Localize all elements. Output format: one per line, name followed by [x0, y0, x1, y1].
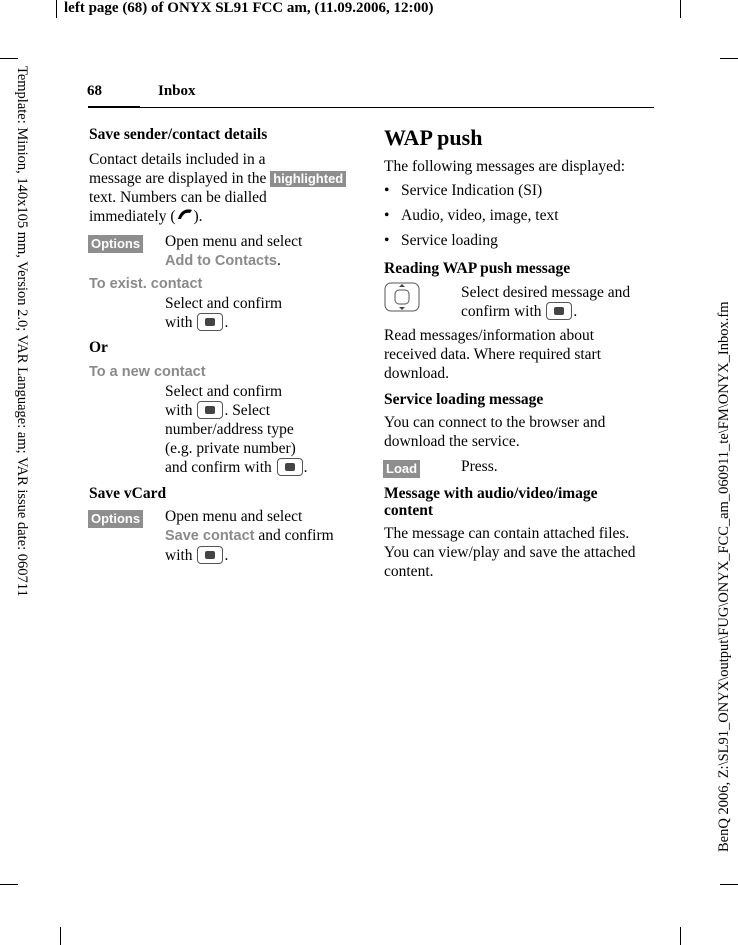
softkey-label: Options	[88, 235, 143, 253]
para-line	[165, 546, 355, 565]
to-new-instruction	[165, 382, 355, 477]
para-line	[165, 526, 355, 546]
wap-push-intro: The following messages are displayed:	[384, 158, 626, 175]
or-label: Or	[89, 339, 108, 356]
para-line: download the service.	[384, 433, 520, 450]
crop-mark	[680, 927, 681, 945]
running-header: left page (68) of ONYX SL91 FCC am, (11.09.2006, 12:00)	[64, 0, 434, 16]
para-line: text. Numbers can be dialled	[89, 189, 267, 206]
para-line	[165, 401, 355, 420]
side-text-right: BenQ 2006, Z:\SL91_ONYX\output\FUG\ONYX_FCC_am_060911_te\FM\ONYX_Inbox.fm	[716, 301, 732, 852]
options-softkey[interactable]	[88, 235, 143, 253]
reading-heading: Reading WAP push message	[384, 260, 571, 277]
navigation-key-icon	[384, 282, 420, 312]
save-sender-para	[89, 150, 359, 226]
heading-line: Message with audio/video/image	[384, 485, 598, 502]
para-line: received data. Where required start	[384, 346, 602, 363]
para-text: .	[303, 459, 308, 476]
menu-item-save-contact[interactable]: Save contact	[165, 528, 255, 544]
page-title: Inbox	[158, 83, 196, 99]
list-item: • Audio, video, image, text	[384, 207, 644, 232]
header-rule-thick	[88, 106, 140, 108]
reading-instruction	[461, 283, 651, 321]
media-message-para	[384, 524, 664, 581]
para-text: . Select	[224, 402, 271, 419]
service-loading-para	[384, 413, 654, 451]
para-line: Select and confirm	[165, 295, 283, 312]
press-instruction: Press.	[461, 458, 498, 475]
heading-line: content	[384, 502, 434, 519]
highlighted-label: highlighted	[270, 171, 346, 187]
center-key-icon	[197, 313, 223, 331]
load-softkey[interactable]	[383, 460, 420, 478]
options-softkey[interactable]	[88, 510, 143, 528]
para-line: (e.g. private number)	[165, 440, 296, 457]
message-type-list	[384, 182, 644, 257]
para-line: Open menu and select	[165, 508, 303, 525]
list-item: • Service Indication (SI)	[384, 182, 644, 207]
softkey-label: Load	[383, 460, 420, 478]
crop-mark	[720, 58, 738, 59]
para-line: Contact details included in a	[89, 151, 266, 168]
save-vcard-instruction	[165, 507, 355, 565]
center-key-icon	[197, 401, 223, 419]
para-text: confirm with	[461, 303, 542, 320]
para-line: number/address type	[165, 421, 294, 438]
para-line: content.	[384, 563, 434, 580]
para-line	[165, 313, 355, 332]
crop-mark	[0, 58, 18, 59]
header-rule-thin	[140, 107, 654, 108]
softkey-label: Options	[88, 510, 143, 528]
crop-mark	[0, 884, 18, 885]
read-info-para	[384, 326, 654, 383]
list-item: • Service loading	[384, 232, 644, 257]
para-text: with	[165, 314, 193, 331]
para-line: You can view/play and save the attached	[384, 544, 636, 561]
menu-item-to-exist-contact[interactable]: To exist. contact	[89, 276, 203, 292]
para-line: The message can contain attached files.	[384, 525, 630, 542]
para-text: .	[224, 314, 229, 331]
para-text: .	[224, 547, 229, 564]
para-line: Read messages/information about	[384, 327, 595, 344]
para-line: Open menu and select	[165, 233, 303, 250]
center-key-icon	[546, 302, 572, 320]
crop-mark	[680, 0, 681, 18]
para-text: with	[165, 547, 193, 564]
para-text: with	[165, 402, 193, 419]
menu-item-to-new-contact[interactable]: To a new contact	[89, 364, 206, 380]
para-text: and confirm	[258, 527, 334, 544]
para-text: ).	[193, 208, 203, 225]
para-line	[89, 207, 359, 226]
para-line: Select desired message and	[461, 284, 631, 301]
center-key-icon	[197, 546, 223, 564]
para-line	[165, 251, 355, 271]
para-text: and confirm with	[165, 459, 272, 476]
crop-mark	[56, 0, 57, 18]
page-number: 68	[87, 83, 102, 99]
para-line: You can connect to the browser and	[384, 414, 606, 431]
para-line: Select and confirm	[165, 383, 283, 400]
save-sender-heading: Save sender/contact details	[89, 126, 268, 143]
crop-mark	[60, 927, 61, 945]
side-text-left: Template: Minion, 140x105 mm, Version 2.0; VAR Language: am; VAR issue date: 060711	[14, 66, 30, 597]
para-text: .	[276, 252, 281, 269]
menu-item-add-to-contacts[interactable]: Add to Contacts	[165, 253, 277, 269]
media-message-heading	[384, 485, 598, 519]
para-line	[165, 458, 355, 477]
call-key-icon	[176, 207, 194, 223]
to-exist-instruction	[165, 294, 355, 332]
para-text: message are displayed in the	[89, 170, 267, 187]
para-text: .	[573, 303, 578, 320]
para-text: immediately (	[89, 208, 176, 225]
options-instruction	[165, 232, 355, 271]
para-line	[461, 302, 651, 321]
save-vcard-heading: Save vCard	[89, 485, 167, 502]
service-loading-heading: Service loading message	[384, 391, 544, 408]
para-line: download.	[384, 365, 450, 382]
center-key-icon	[277, 458, 303, 476]
crop-mark	[720, 884, 738, 885]
para-line	[89, 169, 359, 188]
wap-push-title: WAP push	[384, 125, 483, 150]
